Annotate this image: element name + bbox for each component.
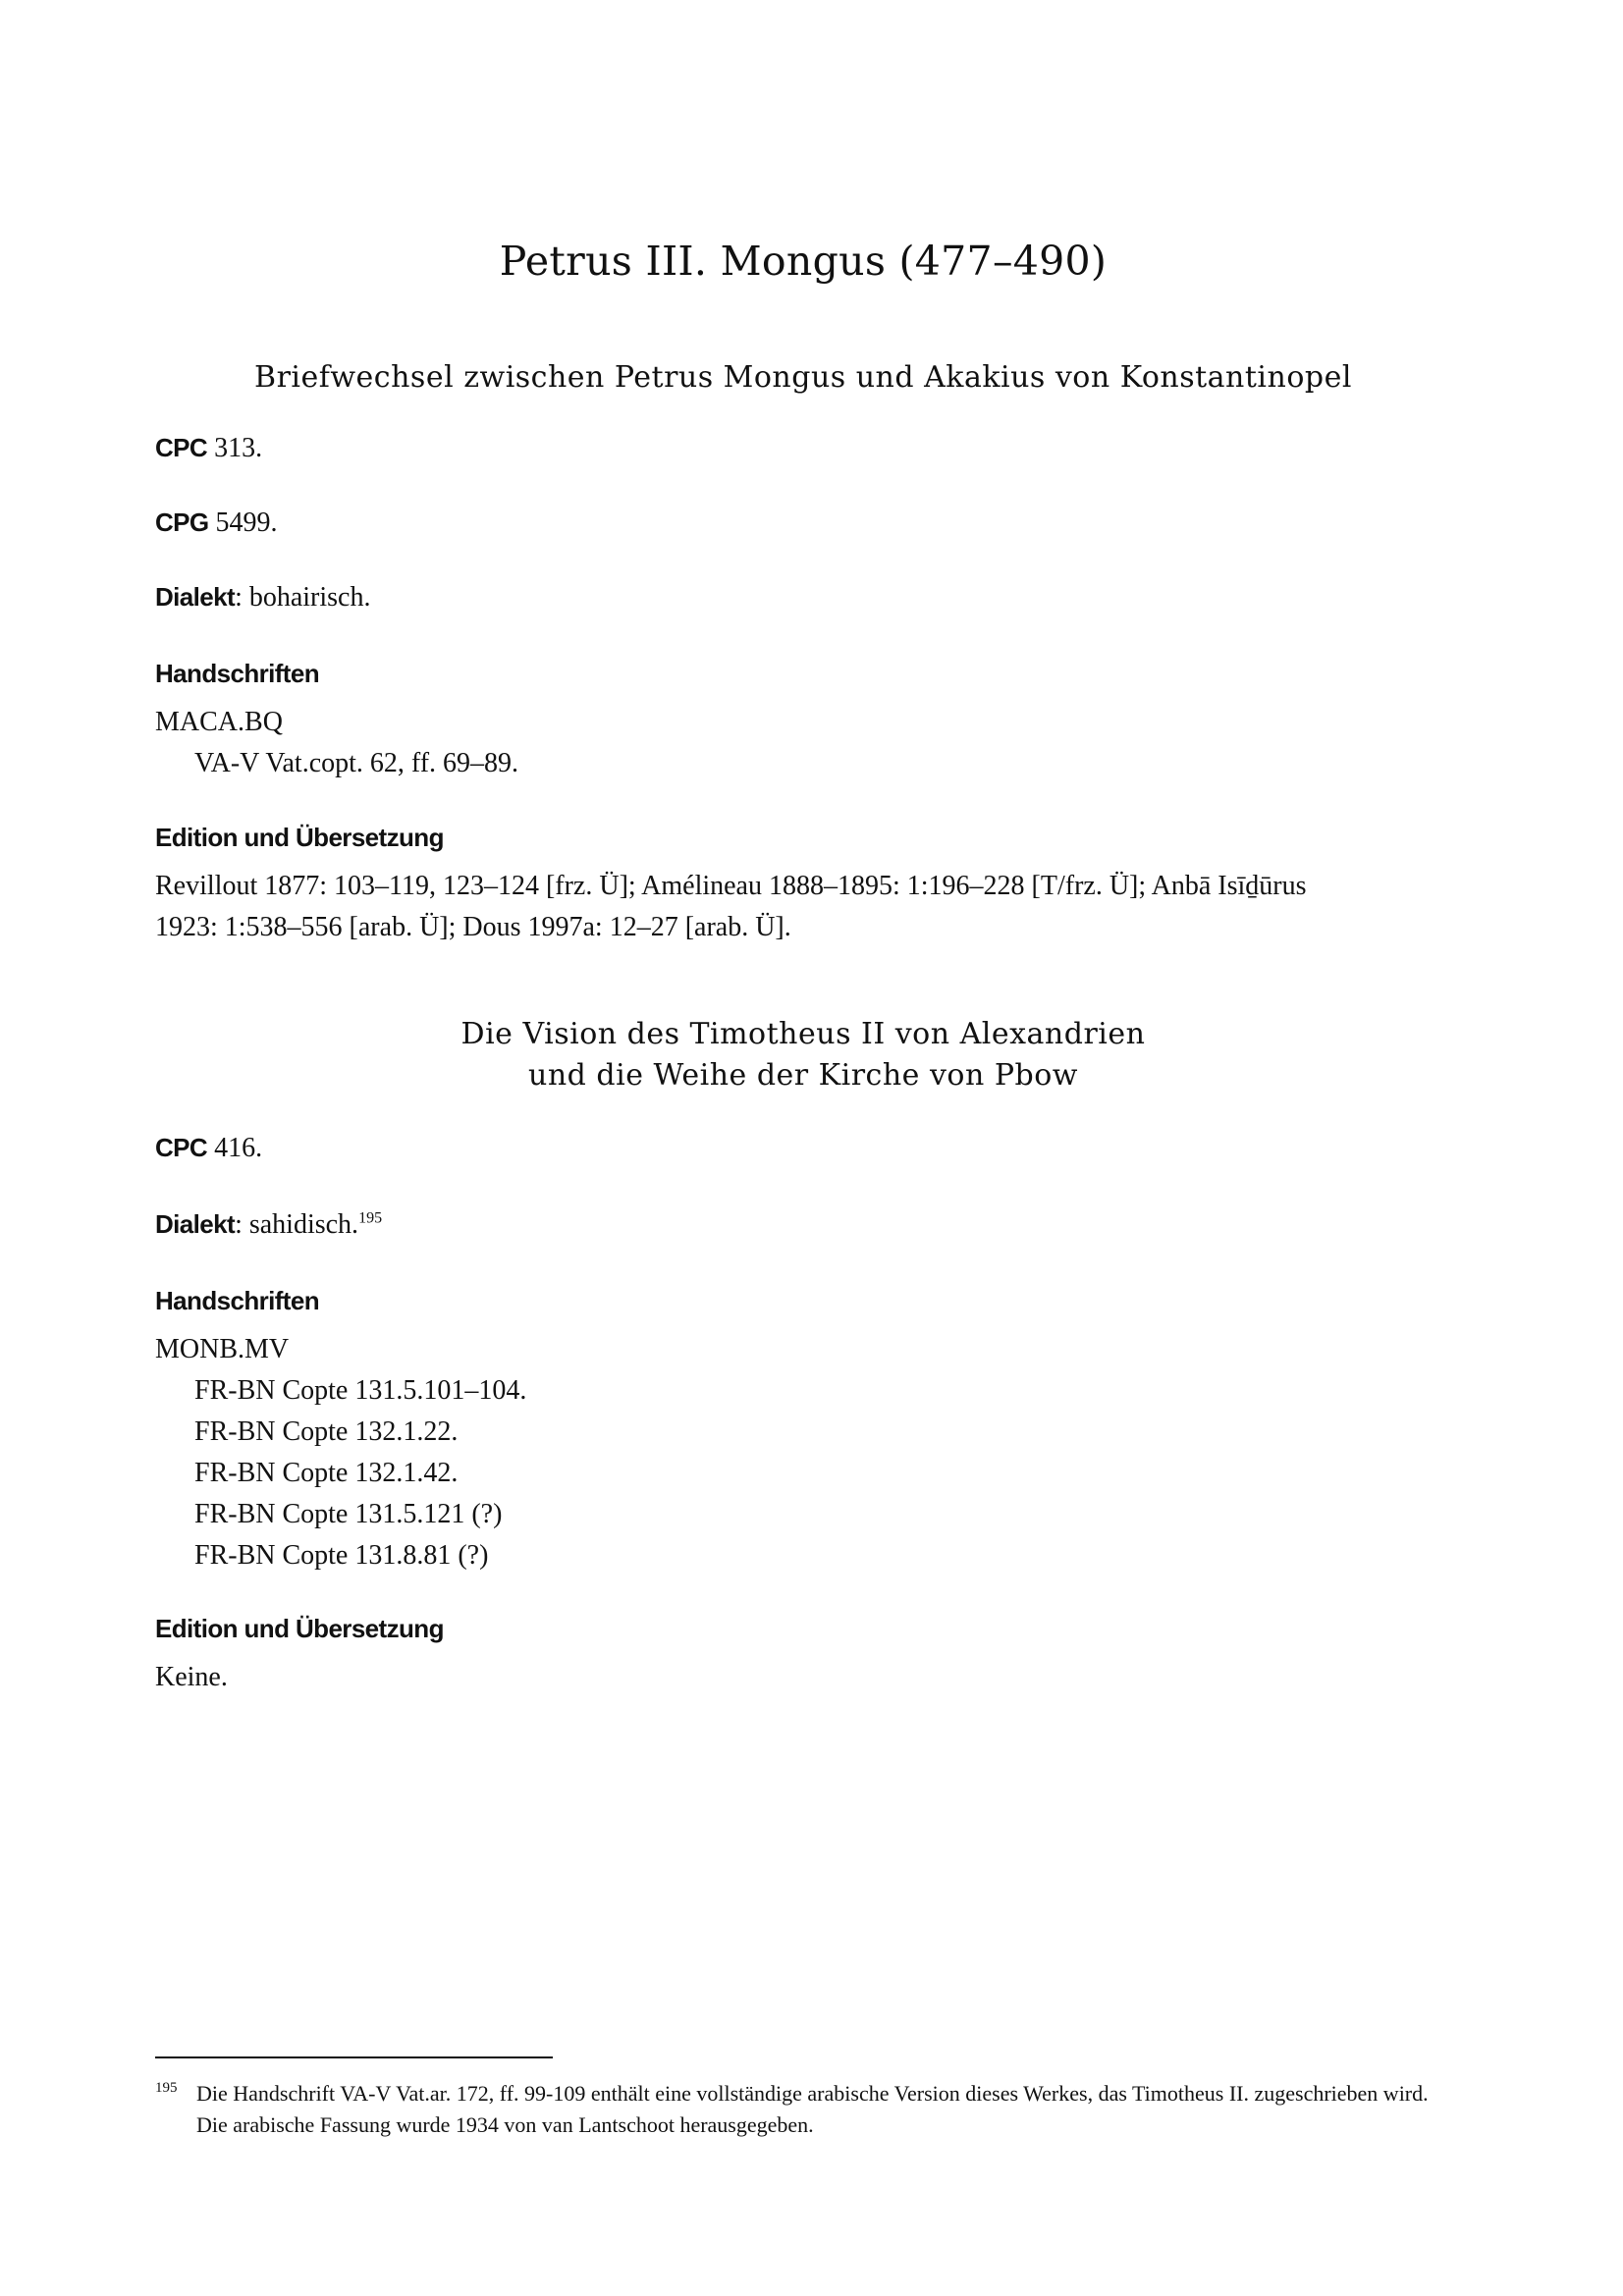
work-1-manuscripts-heading: Handschriften <box>155 659 320 688</box>
work-2-manuscript-group: MONB.MV <box>155 1334 290 1364</box>
cpg-label: CPG <box>155 507 209 537</box>
cpc-label: CPC <box>155 1133 208 1162</box>
work-1-cpc <box>155 433 262 464</box>
work-2-dialekt <box>155 1209 382 1241</box>
work-1-manuscript-group: MACA.BQ <box>155 707 283 737</box>
work-1-cpg <box>155 507 278 539</box>
cpg-value: 5499. <box>208 507 278 538</box>
work-2-title-line-1: Die Vision des Timotheus II von Alexandrien <box>460 1017 1146 1051</box>
footnote-number: 195 <box>155 2080 178 2096</box>
footnote <box>155 2078 1451 2141</box>
dialekt-label: Dialekt <box>155 582 236 612</box>
work-2-manuscript-item: FR-BN Copte 131.5.101–104. <box>194 1375 527 1406</box>
cpc-value: 313. <box>207 433 263 463</box>
work-1-edition-line-1: Revillout 1877: 103–119, 123–124 [frz. Ü]; Amélineau 1888–1895: 1:196–228 [T/frz. Ü]; Anbā Isīḏūrus <box>155 871 1307 901</box>
work-2-title-line-2: und die Weihe der Kirche von Pbow <box>528 1058 1078 1093</box>
cpc-label: CPC <box>155 433 208 462</box>
footnote-ref[interactable]: 195 <box>358 1209 383 1227</box>
work-2-cpc <box>155 1133 262 1164</box>
work-2-manuscript-item: FR-BN Copte 132.1.42. <box>194 1458 459 1488</box>
work-1-edition-heading: Edition und Übersetzung <box>155 823 444 852</box>
cpc-value: 416. <box>207 1133 263 1163</box>
work-1-dialekt <box>155 582 370 614</box>
work-2-edition-text: Keine. <box>155 1662 228 1692</box>
work-2-manuscript-item: FR-BN Copte 132.1.22. <box>194 1416 459 1447</box>
chapter-title: Petrus III. Mongus (477–490) <box>499 238 1108 285</box>
work-2-manuscript-item: FR-BN Copte 131.5.121 (?) <box>194 1499 503 1529</box>
dialekt-value: : bohairisch. <box>235 582 371 613</box>
work-1-manuscript-item: VA-V Vat.copt. 62, ff. 69–89. <box>194 748 519 778</box>
work-1-edition-line-2: 1923: 1:538–556 [arab. Ü]; Dous 1997a: 12–27 [arab. Ü]. <box>155 912 791 942</box>
document-page <box>155 0 1451 2296</box>
dialekt-label: Dialekt <box>155 1209 236 1239</box>
footnote-text: Die Handschrift VA-V Vat.ar. 172, ff. 99-109 enthält eine vollständige arabische Version dieses Werkes, das Timotheus II. zugeschrieben wird. Die arabische Fassung wurde 1934 von van Lantschoot herausgegeben. <box>196 2081 1429 2137</box>
work-2-edition-heading: Edition und Übersetzung <box>155 1614 444 1643</box>
footnote-divider <box>155 2056 553 2058</box>
work-1-title: Briefwechsel zwischen Petrus Mongus und Akakius von Konstantinopel <box>254 360 1352 395</box>
work-2-manuscripts-heading: Handschriften <box>155 1286 320 1315</box>
dialekt-value: : sahidisch. <box>235 1209 359 1240</box>
work-2-manuscript-item: FR-BN Copte 131.8.81 (?) <box>194 1540 489 1571</box>
